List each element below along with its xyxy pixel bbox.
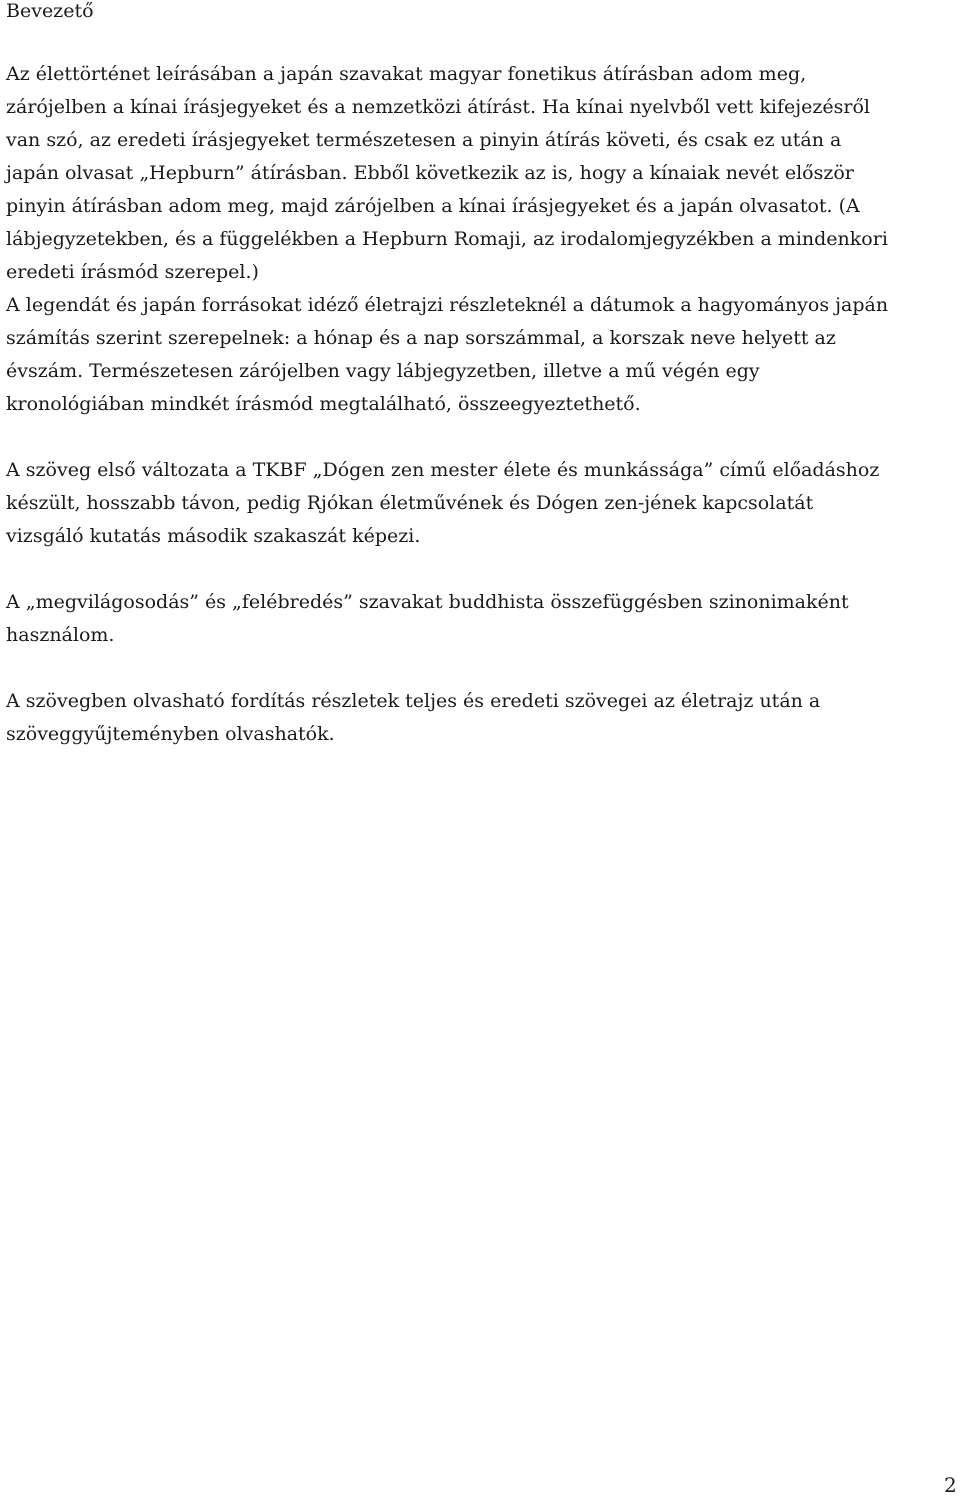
text-line: pinyin átírásban adom meg, majd zárójelben a kínai írásjegyeket és a japán olvasatot. (A <box>6 195 860 217</box>
text-line: Az élettörténet leírásában a japán szavakat magyar fonetikus átírásban adom meg, <box>6 63 807 85</box>
paragraph-translation-notes <box>6 685 954 751</box>
paragraph-date-notes <box>6 289 954 421</box>
text-line: kronológiában mindkét írásmód megtalálható, összeegyeztethető. <box>6 393 641 415</box>
paragraph-terminology-notes <box>6 586 954 652</box>
section-heading: Bevezető <box>6 0 94 22</box>
text-line: A „megvilágosodás” és „felébredés” szavakat buddhista összefüggésben szinonimaként <box>6 591 849 613</box>
text-line: eredeti írásmód szerepel.) <box>6 261 259 283</box>
body-text <box>6 58 954 751</box>
text-line: A legendát és japán forrásokat idéző életrajzi részleteknél a dátumok a hagyományos japán <box>6 294 889 316</box>
text-line: japán olvasat „Hepburn” átírásban. Ebből következik az is, hogy a kínaiak nevét először <box>6 162 854 184</box>
paragraph-transcription-notes <box>6 58 954 289</box>
text-line: A szövegben olvasható fordítás részletek teljes és eredeti szövegei az életrajz után a <box>6 690 821 712</box>
text-line: zárójelben a kínai írásjegyeket és a nemzetközi átírást. Ha kínai nyelvből vett kifejezésről <box>6 96 870 118</box>
text-line: szöveggyűjteményben olvashatók. <box>6 723 335 745</box>
text-line: lábjegyzetekben, és a függelékben a Hepburn Romaji, az irodalomjegyzékben a mindenkori <box>6 228 888 250</box>
text-line: évszám. Természetesen zárójelben vagy lábjegyzetben, illetve a mű végén egy <box>6 360 760 382</box>
text-line: készült, hosszabb távon, pedig Rjókan életművének és Dógen zen-jének kapcsolatát <box>6 492 814 514</box>
text-line: van szó, az eredeti írásjegyeket természetesen a pinyin átírás követi, és csak ez után a <box>6 129 842 151</box>
text-line: A szöveg első változata a TKBF „Dógen zen mester élete és munkássága” című előadáshoz <box>6 459 880 481</box>
text-line: számítás szerint szerepelnek: a hónap és a nap sorszámmal, a korszak neve helyett az <box>6 327 836 349</box>
text-line: vizsgáló kutatás második szakaszát képezi. <box>6 525 421 547</box>
text-line: használom. <box>6 624 115 646</box>
page-number: 2 <box>944 1473 957 1497</box>
paragraph-origin-notes <box>6 454 954 553</box>
